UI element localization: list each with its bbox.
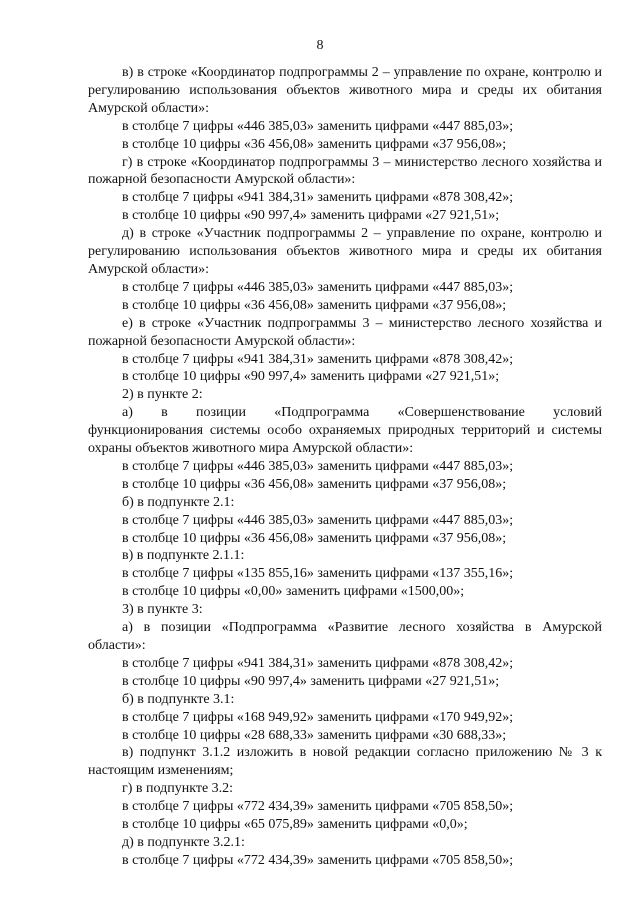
paragraph-e-participant-3: е) в строке «Участник подпрограммы 3 – министерство лесного хозяйства и пожарной безопасности Амурской области»: <box>88 315 602 349</box>
spread-word: позиции <box>196 405 247 421</box>
subsection-heading-2-1-1: в) в подпункте 2.1.1: <box>122 548 245 564</box>
paragraph-line: в столбце 7 цифры «772 434,39» заменить цифрами «705 858,50»; <box>122 799 514 815</box>
paragraph-line: в столбце 10 цифры «65 075,89» заменить цифрами «0,0»; <box>122 817 468 833</box>
paragraph-d-participant-2: д) в строке «Участник подпрограммы 2 – управление по охране, контролю и регулированию использования объектов животного мира и среды их обитания Амурской области»: <box>88 226 602 277</box>
spread-word: «Совершенствование <box>397 405 525 421</box>
paragraph-line: в столбце 7 цифры «168 949,92» заменить цифрами «170 949,92»; <box>122 709 514 725</box>
paragraph-v-coordinator-2: в) в строке «Координатор подпрограммы 2 – управление по охране, контролю и регулированию использования объектов животного мира и среды их обитания Амурской области»: <box>88 65 602 116</box>
document-body <box>88 64 602 870</box>
spread-word: а) <box>122 405 133 421</box>
paragraph-line: в столбце 7 цифры «941 384,31» заменить цифрами «878 308,42»; <box>122 351 514 367</box>
paragraph-line: в столбце 7 цифры «941 384,31» заменить цифрами «878 308,42»; <box>122 655 514 671</box>
paragraph-line: в столбце 10 цифры «36 456,08» заменить цифрами «37 956,08»; <box>122 476 507 492</box>
paragraph-line: в столбце 10 цифры «0,00» заменить цифрами «1500,00»; <box>122 584 465 600</box>
paragraph-line: в столбце 7 цифры «446 385,03» заменить цифрами «447 885,03»; <box>122 512 514 528</box>
paragraph-line: в столбце 7 цифры «446 385,03» заменить цифрами «447 885,03»; <box>122 279 514 295</box>
subsection-heading-3-2: г) в подпункте 3.2: <box>122 781 234 797</box>
spread-word: «Подпрограмма <box>274 405 370 421</box>
paragraph-line: в столбце 10 цифры «36 456,08» заменить цифрами «37 956,08»; <box>122 530 507 546</box>
paragraph-line: в столбце 7 цифры «446 385,03» заменить цифрами «447 885,03»; <box>122 458 514 474</box>
subsection-heading-3-2-1: д) в подпункте 3.2.1: <box>122 834 245 850</box>
section-heading-point-2: 2) в пункте 2: <box>122 387 203 403</box>
paragraph-line: в столбце 10 цифры «36 456,08» заменить цифрами «37 956,08»; <box>122 297 507 313</box>
paragraph-line: в столбце 7 цифры «135 855,16» заменить цифрами «137 355,16»; <box>122 566 514 582</box>
subsection-heading-3-1: б) в подпункте 3.1: <box>122 691 235 707</box>
paragraph-line: в столбце 10 цифры «28 688,33» заменить цифрами «30 688,33»; <box>122 727 507 743</box>
paragraph-line: в столбце 10 цифры «90 997,4» заменить цифрами «27 921,51»; <box>122 369 500 385</box>
paragraph-g-coordinator-3: г) в строке «Координатор подпрограммы 3 – министерство лесного хозяйства и пожарной безопасности Амурской области»: <box>88 154 602 188</box>
paragraph-line: в столбце 10 цифры «90 997,4» заменить цифрами «27 921,51»; <box>122 673 500 689</box>
paragraph-line: в столбце 7 цифры «941 384,31» заменить цифрами «878 308,42»; <box>122 190 514 206</box>
paragraph-line: в столбце 10 цифры «90 997,4» заменить цифрами «27 921,51»; <box>122 208 500 224</box>
paragraph-line: в столбце 10 цифры «36 456,08» заменить цифрами «37 956,08»; <box>122 136 507 152</box>
paragraph-a-position-subprogram-spread <box>88 404 602 422</box>
paragraph-a-position-forestry: а) в позиции «Подпрограмма «Развитие лесного хозяйства в Амурской области»: <box>88 620 602 653</box>
section-heading-point-3: 3) в пункте 3: <box>122 602 203 618</box>
paragraph-a-continuation: функционирования системы особо охраняемых природных территорий и системы охраны объектов животного мира Амурской области»: <box>88 423 602 457</box>
paragraph-line: в столбце 7 цифры «772 434,39» заменить цифрами «705 858,50»; <box>122 852 514 868</box>
spread-word: в <box>161 405 168 421</box>
spread-word: условий <box>553 405 602 421</box>
paragraph-v-subpoint-3-1-2: в) подпункт 3.1.2 изложить в новой редакции согласно приложению № 3 к настоящим изменениям; <box>88 745 602 779</box>
subsection-heading-2-1: б) в подпункте 2.1: <box>122 494 235 510</box>
page-number: 8 <box>316 38 324 53</box>
paragraph-line: в столбце 7 цифры «446 385,03» заменить цифрами «447 885,03»; <box>122 118 514 134</box>
